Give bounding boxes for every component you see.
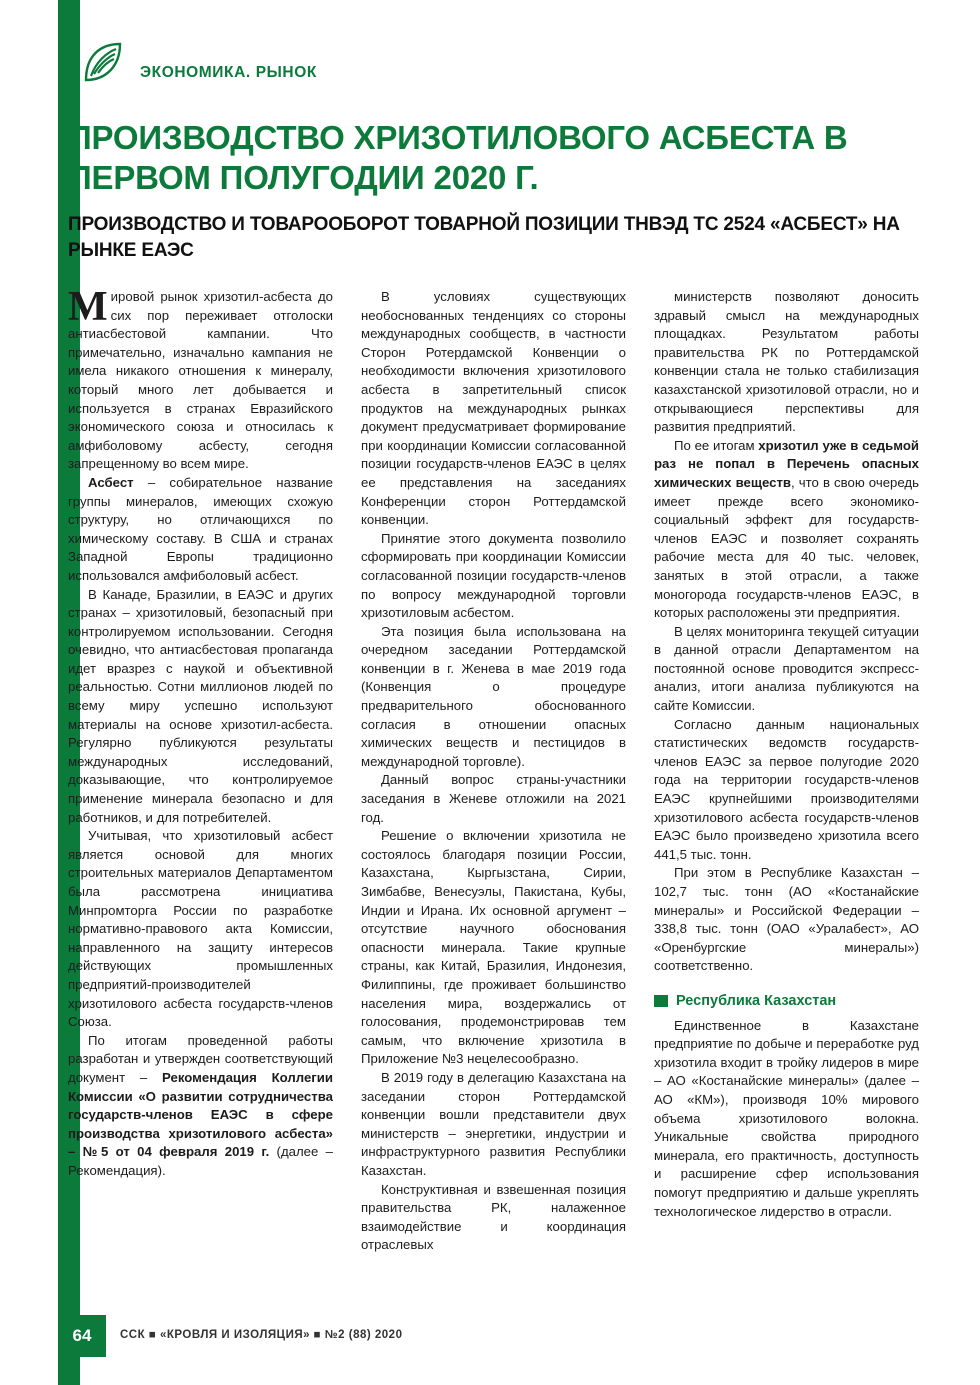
paragraph-lead-bold: Асбест xyxy=(88,474,134,490)
column-3 xyxy=(654,288,919,1268)
paragraph: Конструктивная и взвешенная позиция правительства РК, налаженное взаимодействие и координация отраслевых xyxy=(361,1181,626,1253)
paragraph: В Канаде, Бразилии, в ЕАЭС и других странах – хризотиловый, безопасный при контролируемом использовании. Сегодня очевидно, что антиасбестовая пропаганда идет вразрез с наукой и объективной реальностью. Сотни миллионов людей по всему миру успешно используют материалы на основе хризотил-асбеста. Регулярно публикуются результаты международных исследований, доказывающие, что контролируемое применение минерала безопасно и для работников, и для потребителей. xyxy=(68,586,333,825)
column-2 xyxy=(361,288,626,1268)
paragraph-rest: По ее итогам xyxy=(674,437,759,453)
page-number: 64 xyxy=(58,1315,106,1357)
paragraph: Решение о включении хризотила не состоялось благодаря позиции России, Казахстана, Кыргызстана, Сирии, Зимбабве, Венесуэлы, Пакистана, Кубы, Индии и Ирана. Их основной аргумент – отсутствие научного обоснования опасности минерала. Такие крупные страны, как Китай, Бразилия, Индонезия, Филиппины, где проживает большинство населения мира, воздержались от голосования, продемонстрировав тем самым, что включение хризотила в Приложение №3 нецелесообразно. xyxy=(361,828,626,1067)
title-block xyxy=(68,118,918,264)
paragraph: Единственное в Казахстане предприятие по добыче и переработке руд хризотила входит в тройку лидеров в мире – АО «Костанайские минералы» (далее – АО «КМ»), производя 10% мирового объема хризотилового волокна. Уникальные свойства природного минерала, его практичность, доступность и расширение сфер использования помогут предприятию и дальше укреплять технологическое лидерство в отрасли. xyxy=(654,1017,919,1219)
paragraph: В целях мониторинга текущей ситуации в данной отрасли Департаментом на постоянной основе проводится экспресс-анализ, итоги анализа публикуются на сайте Комиссии. xyxy=(654,623,919,714)
leaf-logo-icon xyxy=(80,40,126,86)
article-columns xyxy=(68,284,920,1268)
footer-source: ССК ■ «КРОВЛЯ И ИЗОЛЯЦИЯ» ■ №2 (88) 2020 xyxy=(120,1329,403,1341)
page-footer xyxy=(58,1315,918,1357)
paragraph-rest: По итогам проведенной работы разработан и утвержден соответствующий документ – xyxy=(68,1032,333,1085)
paragraph: При этом в Республике Казахстан – 102,7 тыс. тонн (АО «Костанайские минералы» и Российской Федерации – 338,8 тыс. тонн (ОАО «Уралабест», АО «Оренбургские минералы») соответственно. xyxy=(654,865,919,974)
paragraph: министерств позволяют доносить здравый смысл на международных площадках. Результатом работы правительства РК по Роттердамской конвенции стала не только стабилизация казахстанской хризотиловой отрасли, но и открывающиеся перспективы для развития предприятий. xyxy=(654,289,919,435)
page-header xyxy=(80,26,910,90)
paragraph-tail-bold: Рекомендация Коллегии Комиссии «О развитии сотрудничества государств-членов ЕАЭС в сфере производства хризотилового асбеста» – №5 от 04 февраля 2019 г. xyxy=(68,1069,333,1160)
paragraph-rest: – собирательное название группы минералов, имеющих схожую структуру, но отличающихся по химическому составу. В США и странах Западной Европы традиционно использовался амфиболовый асбест. xyxy=(68,474,333,583)
paragraph: Согласно данным национальных статистических ведомств государств-членов ЕАЭС за первое полугодие 2020 года на территории государств-членов ЕАЭС крупнейшими производителями хризотилового асбеста государств-членов ЕАЭС было произведено хризотила всего 441,5 тыс. тонн. xyxy=(654,716,919,862)
paragraph xyxy=(654,437,919,623)
paragraph-bold: хризотил уже в седьмой раз не попал в Перечень опасных химических веществ xyxy=(654,437,919,490)
page-subtitle: ПРОИЗВОДСТВО И ТОВАРООБОРОТ ТОВАРНОЙ ПОЗИЦИИ ТНВЭД ТС 2524 «АСБЕСТ» НА РЫНКЕ ЕАЭС xyxy=(68,214,900,261)
paragraph: Данный вопрос страны-участники заседания в Женеве отложили на 2021 год. xyxy=(361,772,626,825)
paragraph: В 2019 году в делегацию Казахстана на заседании сторон Роттердамской конвенции вошли представители двух министерств – энергетики, индустрии и инфраструктурного развития Республики Казахстан. xyxy=(361,1069,626,1178)
section-heading-label: Республика Казахстан xyxy=(676,992,837,1009)
paragraph: Мировой рынок хризотил-асбеста до сих пор переживает отголоски антиасбестовой кампании. Что примечательно, изначально кампания не имела никакого отношения к минералу, который много лет добывается и используется в странах Евразийского экономического союза и относилась к амфиболовому асбесту, сегодня запрещенному во всем мире. xyxy=(68,284,333,472)
square-marker-icon xyxy=(654,995,668,1007)
paragraph: Принятие этого документа позволило сформировать при координации Комиссии согласованной позиции государств-членов по вопросу международной торговли хризотиловым асбестом. xyxy=(361,530,626,621)
section-heading xyxy=(654,992,919,1011)
page-title: ПРОИЗВОДСТВО ХРИЗОТИЛОВОГО АСБЕСТА В ПЕРВОМ ПОЛУГОДИИ 2020 Г. xyxy=(68,119,848,196)
paragraph: В условиях существующих необоснованных тенденциях со стороны международных сообществ, в частности Сторон Ротердамской Конвенции о необходимости включения хризотилового асбеста в запретительный список продуктов на международных рынках документ предусматривает формирование при координации Комиссии согласованной позиции государств-членов ЕАЭС в целях ее представления на заседаниях Конференции сторон Роттердамской конвенции. xyxy=(361,289,626,528)
paragraph xyxy=(68,1032,333,1181)
column-1 xyxy=(68,284,333,1268)
paragraph-rest-2: , что в свою очередь имеет прежде всего экономико-социальный эффект для государств-членов ЕАЭС и позволяет сохранять рабочие места для 40 тыс. человек, занятых в этой отрасли, а также моногорода государств-членов ЕАЭС, в которых расположены эти предприятия. xyxy=(654,474,919,621)
paragraph: Эта позиция была использована на очередном заседании Роттердамской конвенции в г. Женева в мае 2019 года (Конвенция о процедуре предварительного обоснованного согласия в отношении опасных химических веществ и пестицидов в международной торговле). xyxy=(361,623,626,769)
paragraph-rest-2: (далее – Рекомендация). xyxy=(68,1144,333,1178)
rubric-label: ЭКОНОМИКА. РЫНОК xyxy=(140,64,317,81)
paragraph xyxy=(68,474,333,586)
paragraph: Учитывая, что хризотиловый асбест является основой для многих строительных материалов Департаментом была рассмотрена инициатива Минпромторга России по разработке нормативно-правового акта Комиссии, направленного на защиту интересов действующих промышленных предприятий-производителей хризотилового асбеста государств-членов Союза. xyxy=(68,828,333,1030)
